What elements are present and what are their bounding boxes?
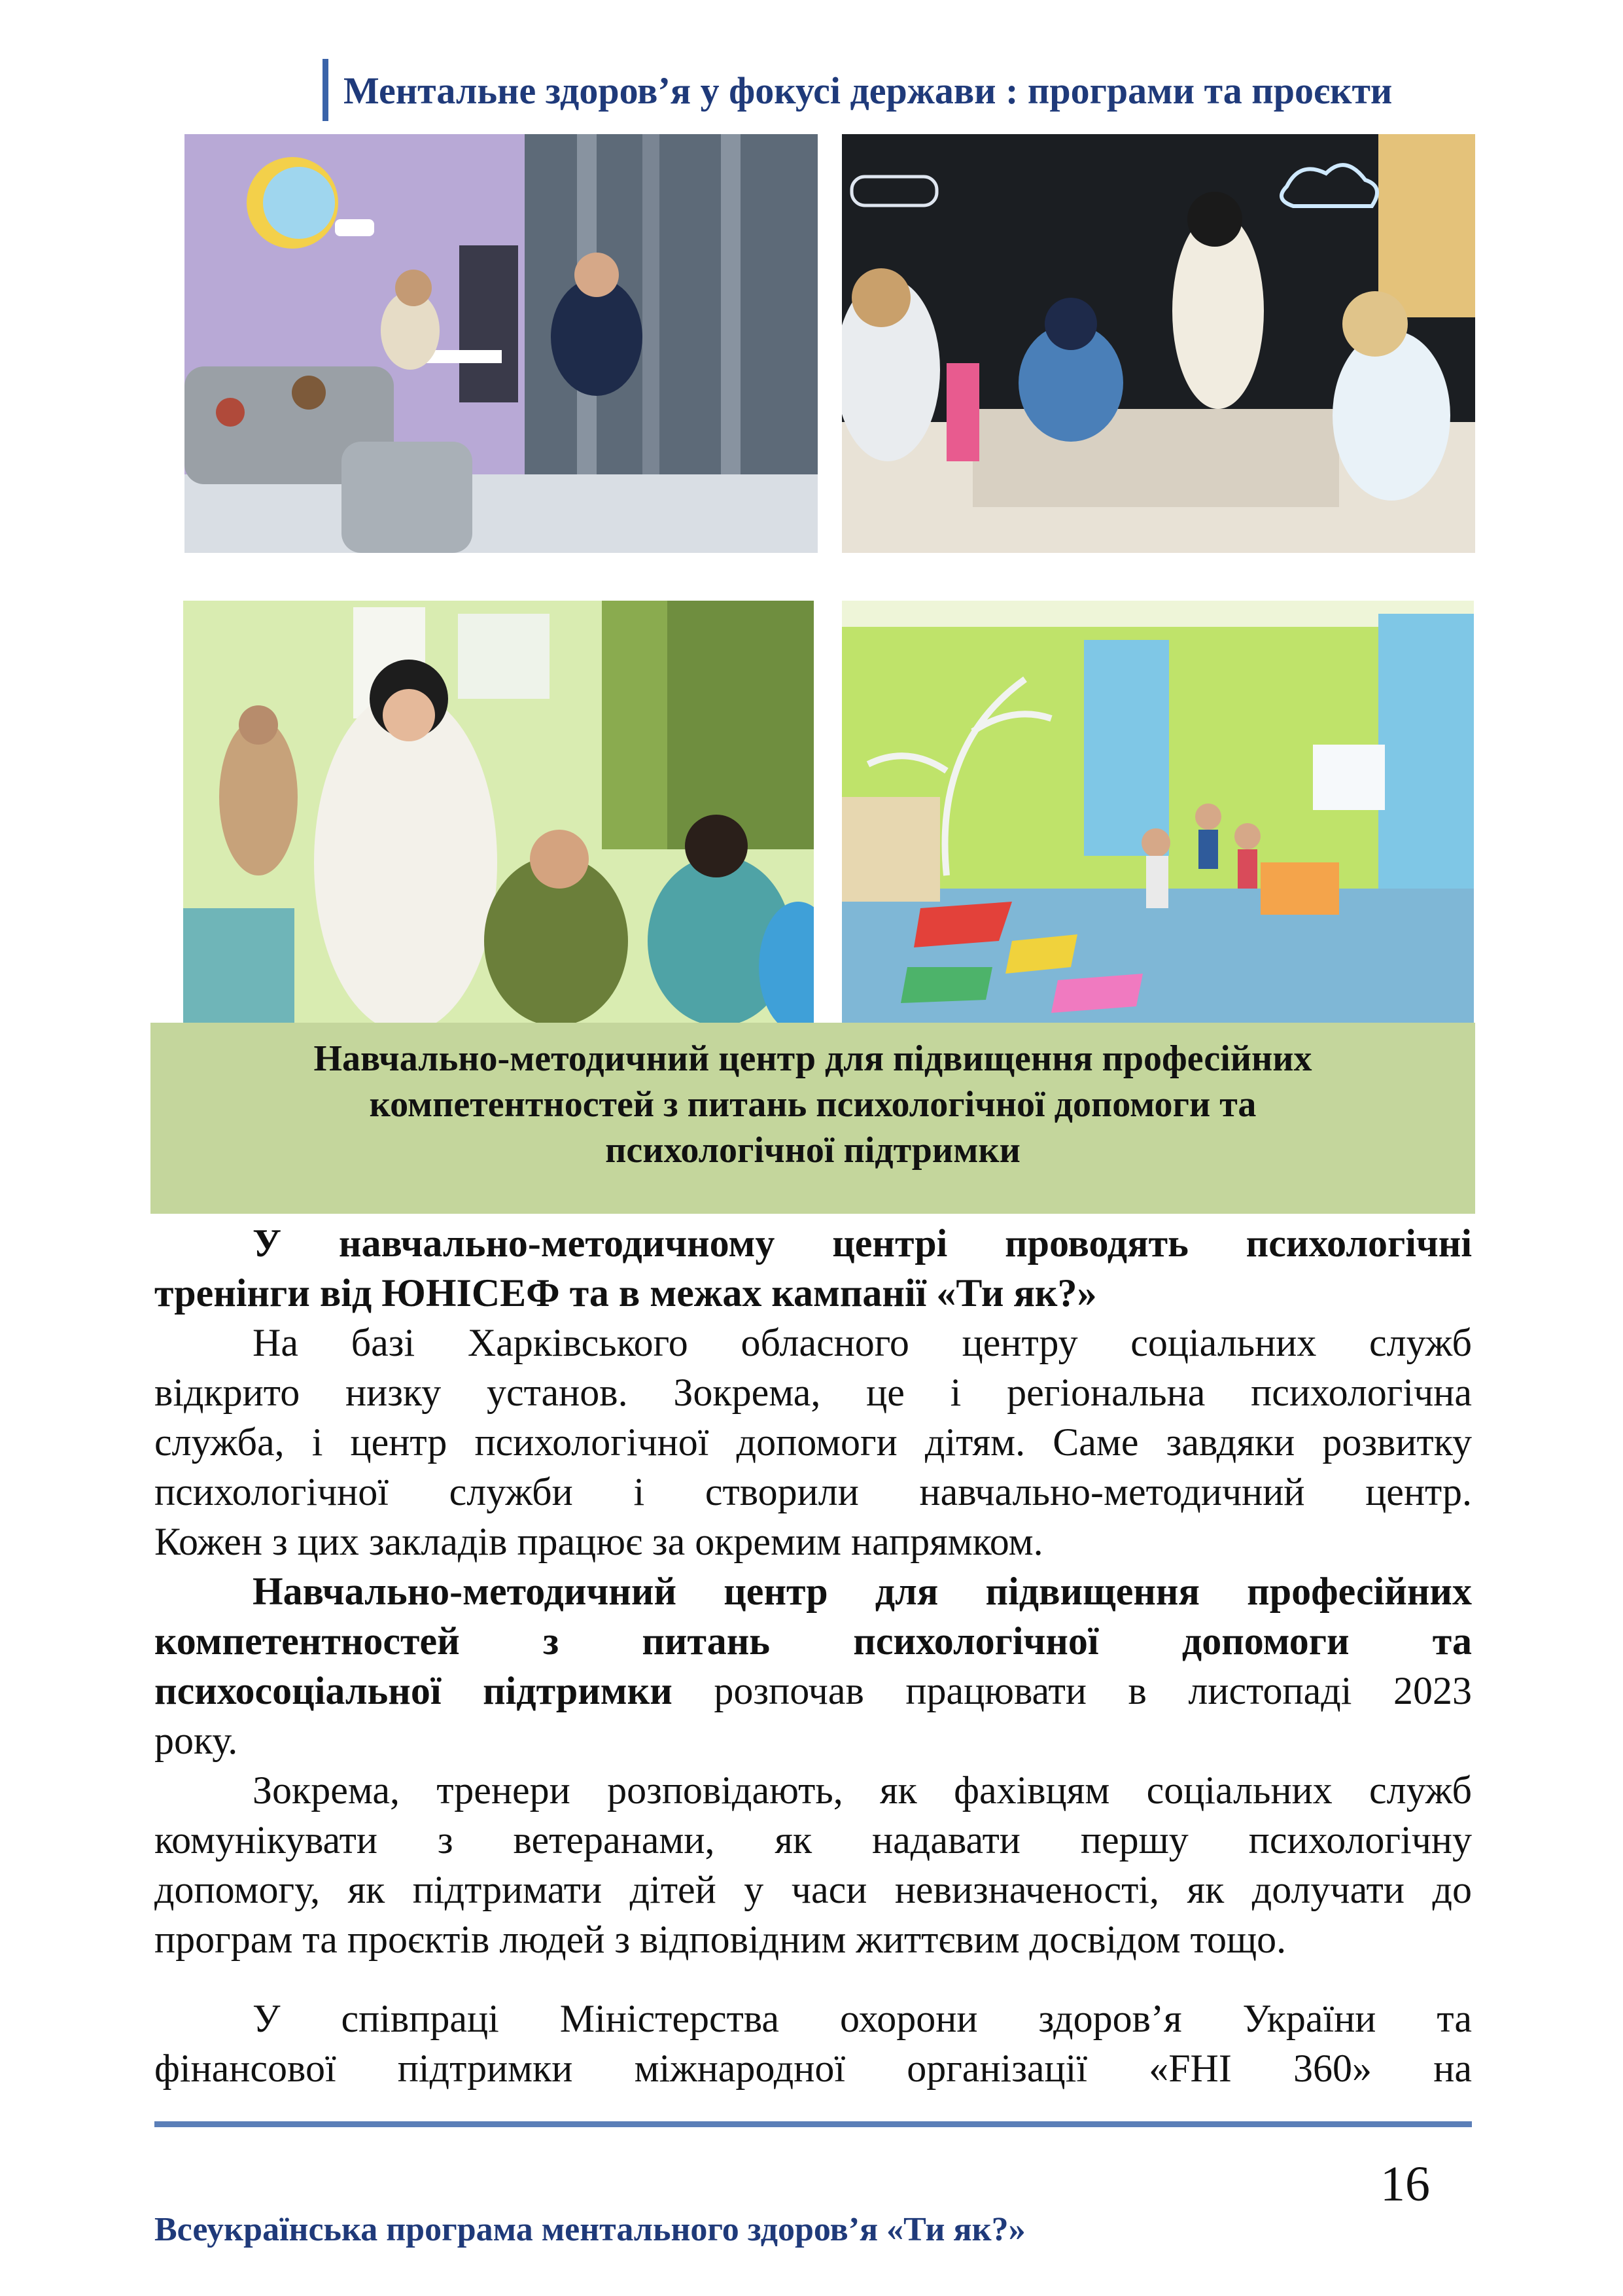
running-header: Ментальне здоров’я у фокусі держави : програми та проєкти — [343, 69, 1393, 112]
text-line: року. — [154, 1719, 238, 1762]
caption-line: компетентностей з питань психологічної допомоги та — [369, 1084, 1257, 1125]
paragraph-lead — [154, 1218, 1472, 1318]
text-line: служба, і центр психологічної допомоги дітям. Саме завдяки розвитку — [154, 1421, 1472, 1464]
caption-line: Навчально-методичний центр для підвищення професійних — [313, 1038, 1312, 1079]
text-line: комунікувати з ветеранами, як надавати першу психологічну — [154, 1818, 1472, 1862]
text-line: психологічної служби і створили навчально-методичний центр. — [154, 1470, 1472, 1513]
paragraph-moh-fhi360 — [154, 1994, 1472, 2093]
page-number: 16 — [1380, 2157, 1430, 2212]
text-line: фінансової підтримки міжнародної організації «FHI 360» на — [154, 2047, 1472, 2090]
footer-divider — [154, 2121, 1472, 2127]
text-line: Кожен з цих закладів працює за окремим напрямком. — [154, 1520, 1043, 1563]
paragraph-trainers — [154, 1765, 1472, 1964]
text-line: На базі Харківського обласного центру соціальних служб — [253, 1321, 1472, 1364]
text-fragment: розпочав працювати в листопаді 2023 — [672, 1669, 1472, 1712]
photo-caption-box — [150, 1023, 1475, 1214]
photo-counselling-room — [184, 134, 818, 553]
header-accent-bar — [323, 59, 328, 121]
text-line: У співпраці Міністерства охорони здоров’я України та — [253, 1997, 1472, 2040]
paragraph-training-centre — [154, 1566, 1472, 1765]
photo-children-craft-table — [842, 134, 1475, 553]
text-line — [154, 1666, 1472, 1716]
bold-phrase: психосоціальної підтримки — [154, 1669, 672, 1712]
text-line: програм та проєктів людей з відповідним життєвим досвідом тощо. — [154, 1918, 1287, 1961]
caption-line: психологічної підтримки — [605, 1130, 1021, 1171]
text-line: відкрито низку установ. Зокрема, це і регіональна психологічна — [154, 1371, 1472, 1414]
text-line: допомогу, як підтримати дітей у часи невизначеності, як долучати до — [154, 1868, 1472, 1911]
text-line: Зокрема, тренери розповідають, як фахівцям соціальних служб — [253, 1769, 1472, 1812]
text-line: Навчально-методичний центр для підвищення професійних — [253, 1570, 1472, 1613]
photo-children-group-session — [183, 601, 814, 1023]
paragraph-kharkiv-centre — [154, 1318, 1472, 1566]
photo-children-playroom — [842, 601, 1474, 1023]
text-line: компетентностей з питань психологічної допомоги та — [154, 1619, 1472, 1663]
text-line: тренінги від ЮНІСЕФ та в межах кампанії «Ти як?» — [154, 1271, 1097, 1315]
text-line: У навчально-методичному центрі проводять психологічні — [253, 1222, 1472, 1265]
footer-program-title: Всеукраїнська програма ментального здоров’я «Ти як?» — [154, 2211, 1026, 2248]
